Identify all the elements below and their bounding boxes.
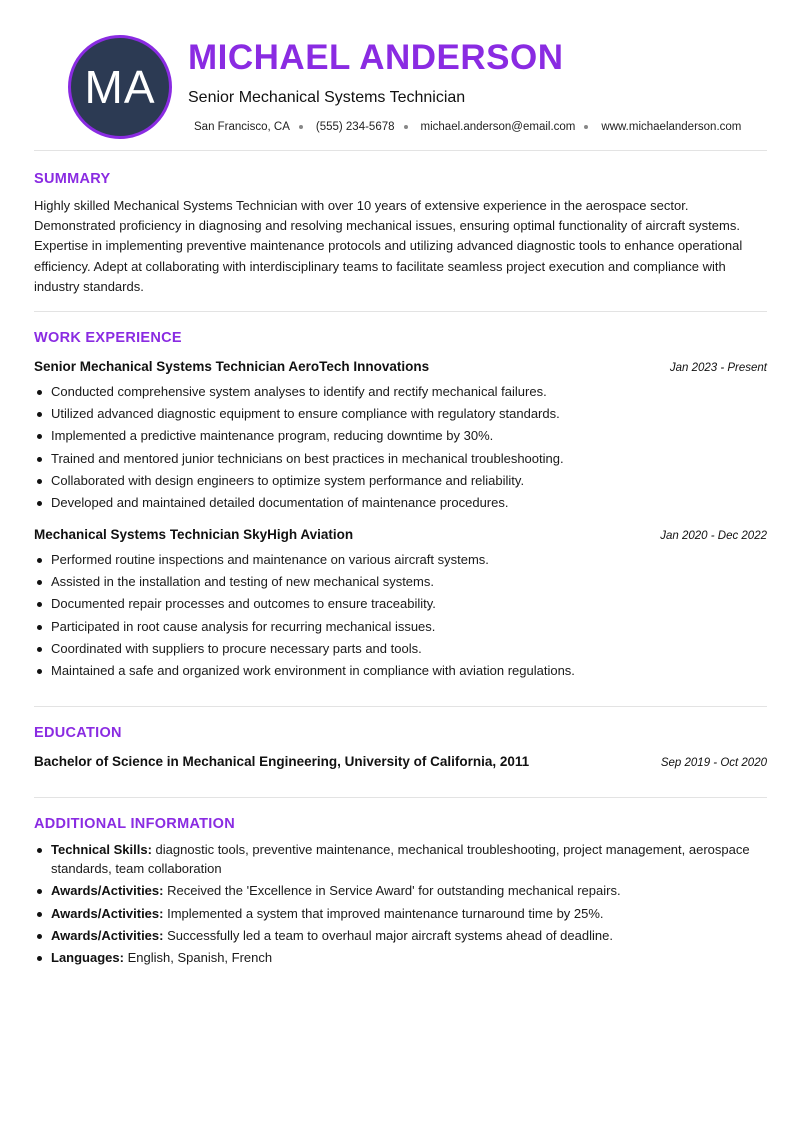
divider: [34, 150, 767, 151]
list-item: [34, 841, 767, 879]
item-text: Implemented a system that improved maintenance turnaround time by 25%.: [167, 905, 604, 921]
list-item: [34, 905, 767, 924]
item-text: Received the 'Excellence in Service Award' for outstanding mechanical repairs.: [167, 883, 621, 899]
list-item: [34, 949, 767, 968]
candidate-name: MICHAEL ANDERSON: [188, 38, 564, 77]
contact-phone: (555) 234-5678: [315, 121, 395, 133]
education-heading: EDUCATION: [34, 725, 122, 741]
list-item: Implemented a predictive maintenance program, reducing downtime by 30%.: [34, 425, 767, 447]
summary-text: Highly skilled Mechanical Systems Technician with over 10 years of extensive experience in the aerospace sector. Demonstrated proficiency in diagnosing and resolving mechanical issues, ensuring optimal functionality of aircraft systems. Expertise in implementing preventive maintenance protocols and utilizing advanced diagnostic tools to enhance operational efficiency. Adept at collaborating with interdisciplinary teams to facilitate seamless project execution and compliance with industry standards.: [34, 198, 743, 294]
item-text: English, Spanish, French: [127, 950, 273, 966]
item-label: Awards/Activities:: [51, 883, 164, 899]
item-text: Successfully led a team to overhaul major aircraft systems ahead of deadline.: [167, 927, 613, 943]
item-label: Awards/Activities:: [51, 905, 164, 921]
job-bullets: [34, 381, 767, 514]
list-item: Performed routine inspections and maintenance on various aircraft systems.: [34, 549, 767, 571]
education-entry: [34, 754, 767, 769]
list-item: Participated in root cause analysis for recurring mechanical issues.: [34, 616, 767, 638]
list-item: Documented repair processes and outcomes to ensure traceability.: [34, 593, 767, 615]
list-item: Trained and mentored junior technicians on best practices in mechanical troubleshooting.: [34, 448, 767, 470]
experience-heading: WORK EXPERIENCE: [34, 330, 182, 346]
summary-heading: SUMMARY: [34, 171, 111, 187]
divider: [34, 797, 767, 798]
list-item: Coordinated with suppliers to procure necessary parts and tools.: [34, 638, 767, 660]
separator-dot: [299, 125, 303, 129]
list-item: [34, 882, 767, 901]
avatar: MA: [68, 35, 172, 139]
separator-dot: [584, 125, 588, 129]
job-date: Jan 2023 - Present: [669, 362, 767, 374]
list-item: Assisted in the installation and testing of new mechanical systems.: [34, 571, 767, 593]
item-text: diagnostic tools, preventive maintenance, mechanical troubleshooting, project management, aerospace standards, team collaboration: [51, 842, 750, 876]
education-degree: Bachelor of Science in Mechanical Engineering, University of California, 2011: [34, 754, 530, 769]
item-label: Awards/Activities:: [51, 927, 164, 943]
separator-dot: [404, 125, 408, 129]
item-label: Languages:: [51, 950, 124, 966]
job-bullets: [34, 549, 767, 682]
contact-line: [194, 121, 741, 133]
item-label: Technical Skills:: [51, 842, 152, 857]
job-header: [34, 527, 767, 542]
divider: [34, 706, 767, 707]
job-role: Mechanical Systems Technician SkyHigh Aviation: [34, 527, 354, 542]
list-item: Collaborated with design engineers to optimize system performance and reliability.: [34, 470, 767, 492]
list-item: Conducted comprehensive system analyses to identify and rectify mechanical failures.: [34, 381, 767, 403]
contact-email[interactable]: michael.anderson@email.com: [420, 121, 576, 133]
resume-header: [34, 0, 766, 150]
list-item: Utilized advanced diagnostic equipment to ensure compliance with regulatory standards.: [34, 403, 767, 425]
education-date: Sep 2019 - Oct 2020: [660, 757, 767, 769]
additional-list: [34, 841, 767, 972]
job-date: Jan 2020 - Dec 2022: [660, 530, 767, 542]
additional-heading: ADDITIONAL INFORMATION: [34, 816, 235, 832]
candidate-title: Senior Mechanical Systems Technician: [188, 89, 466, 106]
list-item: Developed and maintained detailed documentation of maintenance procedures.: [34, 492, 767, 514]
list-item: [34, 927, 767, 946]
contact-website[interactable]: www.michaelanderson.com: [601, 121, 742, 133]
list-item: Maintained a safe and organized work environment in compliance with aviation regulations.: [34, 660, 767, 682]
contact-location: San Francisco, CA: [194, 121, 290, 133]
job-header: [34, 359, 767, 374]
divider: [34, 311, 767, 312]
job-role: Senior Mechanical Systems Technician AeroTech Innovations: [34, 359, 430, 374]
